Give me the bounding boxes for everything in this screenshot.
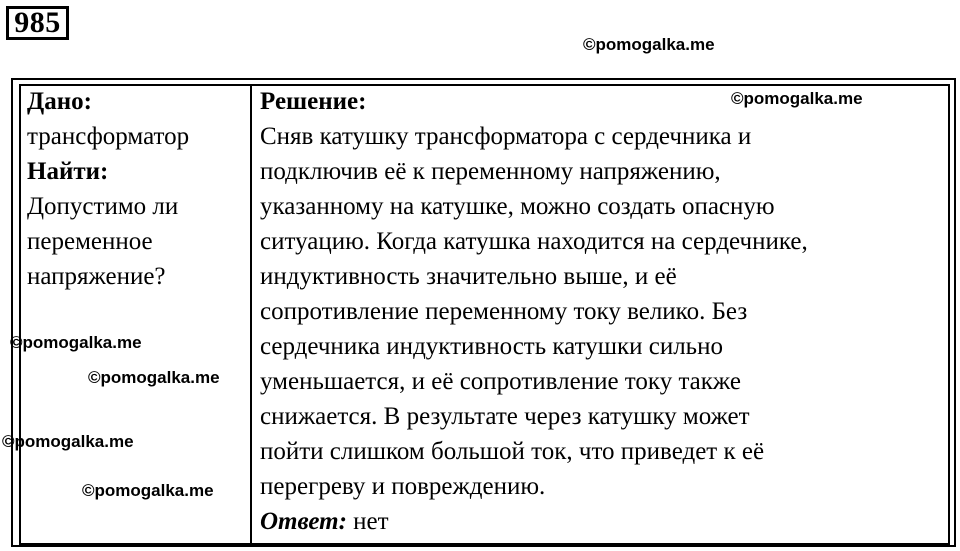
- column-divider: [250, 84, 252, 545]
- solution-line: снижается. В результате через катушку может: [260, 403, 750, 430]
- answer-label: Ответ:: [260, 508, 347, 535]
- given-column: [27, 84, 249, 294]
- watermark: ©pomogalka.me: [82, 481, 214, 500]
- solution-line: пойти слишком большой ток, что приведет к её: [260, 438, 765, 465]
- watermark: ©pomogalka.me: [10, 333, 142, 352]
- problem-number: 985: [6, 6, 69, 40]
- answer-value: нет: [353, 508, 389, 535]
- solution-line: индуктивность значительно выше, и её: [260, 263, 677, 290]
- solution-line: указанному на катушке, можно создать опасную: [260, 193, 775, 220]
- solution-line: сердечника индуктивность катушки сильно: [260, 333, 723, 360]
- solution-line: перегреву и повреждению.: [260, 473, 546, 500]
- find-line: переменное: [27, 228, 153, 255]
- given-value: трансформатор: [27, 123, 190, 150]
- given-heading: Дано:: [27, 88, 92, 115]
- find-line: напряжение?: [27, 263, 166, 290]
- solution-line: сопротивление переменному току велико. Без: [260, 298, 748, 325]
- watermark: ©pomogalka.me: [583, 35, 715, 54]
- solution-line: ситуацию. Когда катушка находится на сердечнике,: [260, 228, 808, 255]
- watermark: ©pomogalka.me: [88, 368, 220, 387]
- solution-column: [260, 84, 950, 539]
- find-line: Допустимо ли: [27, 193, 179, 220]
- solution-line: уменьшается, и её сопротивление току также: [260, 368, 741, 395]
- watermark: ©pomogalka.me: [731, 89, 863, 108]
- answer-line: [260, 504, 950, 539]
- solution-heading: Решение:: [260, 88, 367, 115]
- find-heading: Найти:: [27, 158, 109, 185]
- watermark: ©pomogalka.me: [2, 432, 134, 451]
- solution-line: подключив её к переменному напряжению,: [260, 158, 721, 185]
- solution-line: Сняв катушку трансформатора с сердечника и: [260, 123, 752, 150]
